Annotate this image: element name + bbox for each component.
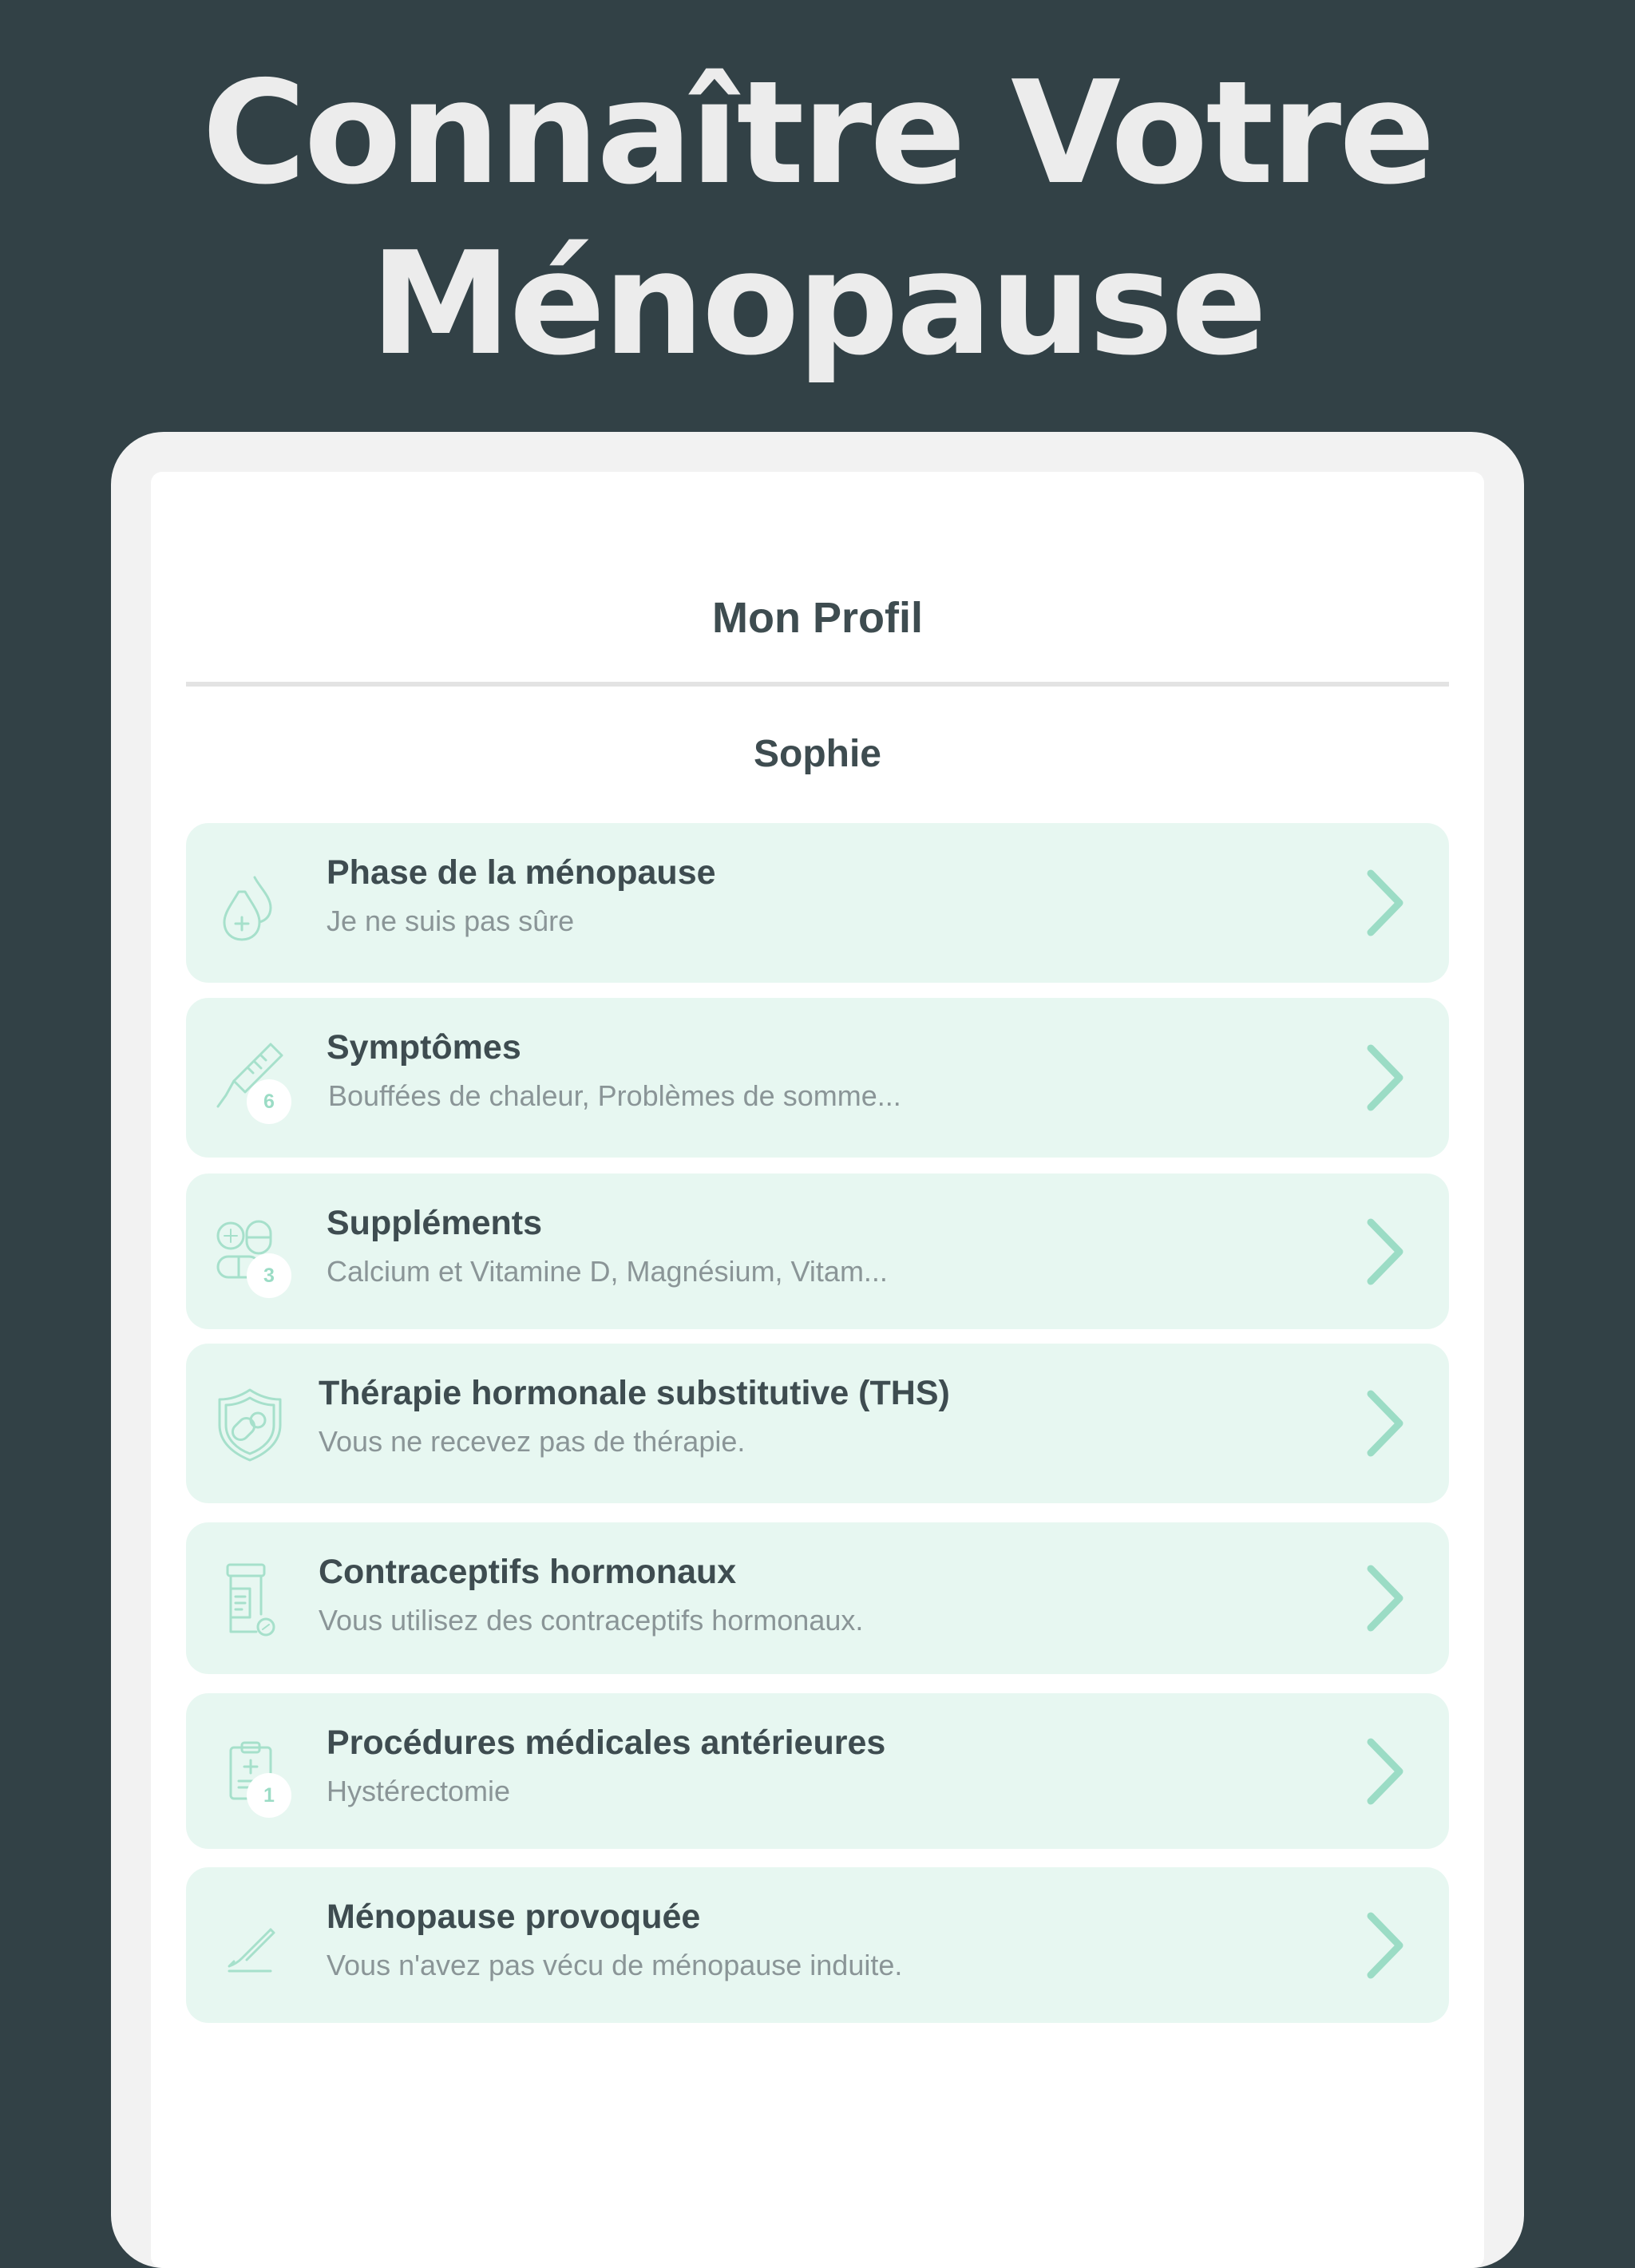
row-subtitle: Vous ne recevez pas de thérapie. xyxy=(319,1425,746,1458)
user-name: Sophie xyxy=(753,733,881,775)
row-subtitle: Hystérectomie xyxy=(327,1775,511,1807)
shield-pills-icon xyxy=(202,1375,298,1471)
chevron-right-icon xyxy=(1361,867,1409,939)
chevron-right-icon xyxy=(1361,1042,1409,1114)
chevron-right-icon xyxy=(1361,1216,1409,1288)
blood-drop-icon xyxy=(202,855,298,951)
chevron-right-icon xyxy=(1361,1562,1409,1634)
row-title: Suppléments xyxy=(327,1204,542,1242)
medicine-bottle-icon xyxy=(202,1550,298,1646)
scalpel-icon xyxy=(202,1898,298,1993)
thermometer-icon xyxy=(202,1030,298,1126)
row-hormonal-contraceptives[interactable] xyxy=(186,1522,1449,1674)
headline-line-1: Connaître Votre xyxy=(202,50,1433,216)
symptoms-count-badge: 6 xyxy=(247,1079,291,1124)
row-title: Symptômes xyxy=(327,1028,521,1067)
row-induced-menopause[interactable] xyxy=(186,1867,1449,2023)
page-title: Mon Profil xyxy=(712,594,923,642)
row-hormone-therapy[interactable] xyxy=(186,1344,1449,1503)
profile-screen xyxy=(151,472,1484,2268)
row-subtitle: Je ne suis pas sûre xyxy=(327,904,575,937)
headline-line-2: Ménopause xyxy=(370,221,1265,386)
headline xyxy=(0,48,1635,390)
row-supplements[interactable] xyxy=(186,1174,1449,1329)
tablet-frame xyxy=(111,432,1524,2268)
row-subtitle: Calcium et Vitamine D, Magnésium, Vitam... xyxy=(327,1255,888,1288)
row-subtitle: Vous n'avez pas vécu de ménopause induite. xyxy=(327,1949,903,1981)
chevron-right-icon xyxy=(1361,1736,1409,1807)
row-title: Ménopause provoquée xyxy=(327,1898,701,1936)
row-menopause-phase[interactable] xyxy=(186,823,1449,983)
row-title: Thérapie hormonale substitutive (THS) xyxy=(319,1374,950,1412)
procedures-count-badge: 1 xyxy=(247,1773,291,1818)
clipboard-icon xyxy=(202,1724,298,1819)
supplements-count-badge: 3 xyxy=(247,1253,291,1298)
row-medical-procedures[interactable] xyxy=(186,1693,1449,1849)
chevron-right-icon xyxy=(1361,1387,1409,1459)
row-title: Phase de la ménopause xyxy=(327,853,716,892)
row-title: Contraceptifs hormonaux xyxy=(319,1553,737,1591)
row-subtitle: Bouffées de chaleur, Problèmes de somme... xyxy=(328,1079,901,1112)
pills-icon xyxy=(202,1204,298,1300)
chevron-right-icon xyxy=(1361,1910,1409,1981)
row-symptoms[interactable] xyxy=(186,998,1449,1158)
row-subtitle: Vous utilisez des contraceptifs hormonaux. xyxy=(319,1604,864,1637)
header-divider xyxy=(186,682,1449,687)
row-title: Procédures médicales antérieures xyxy=(327,1724,886,1762)
